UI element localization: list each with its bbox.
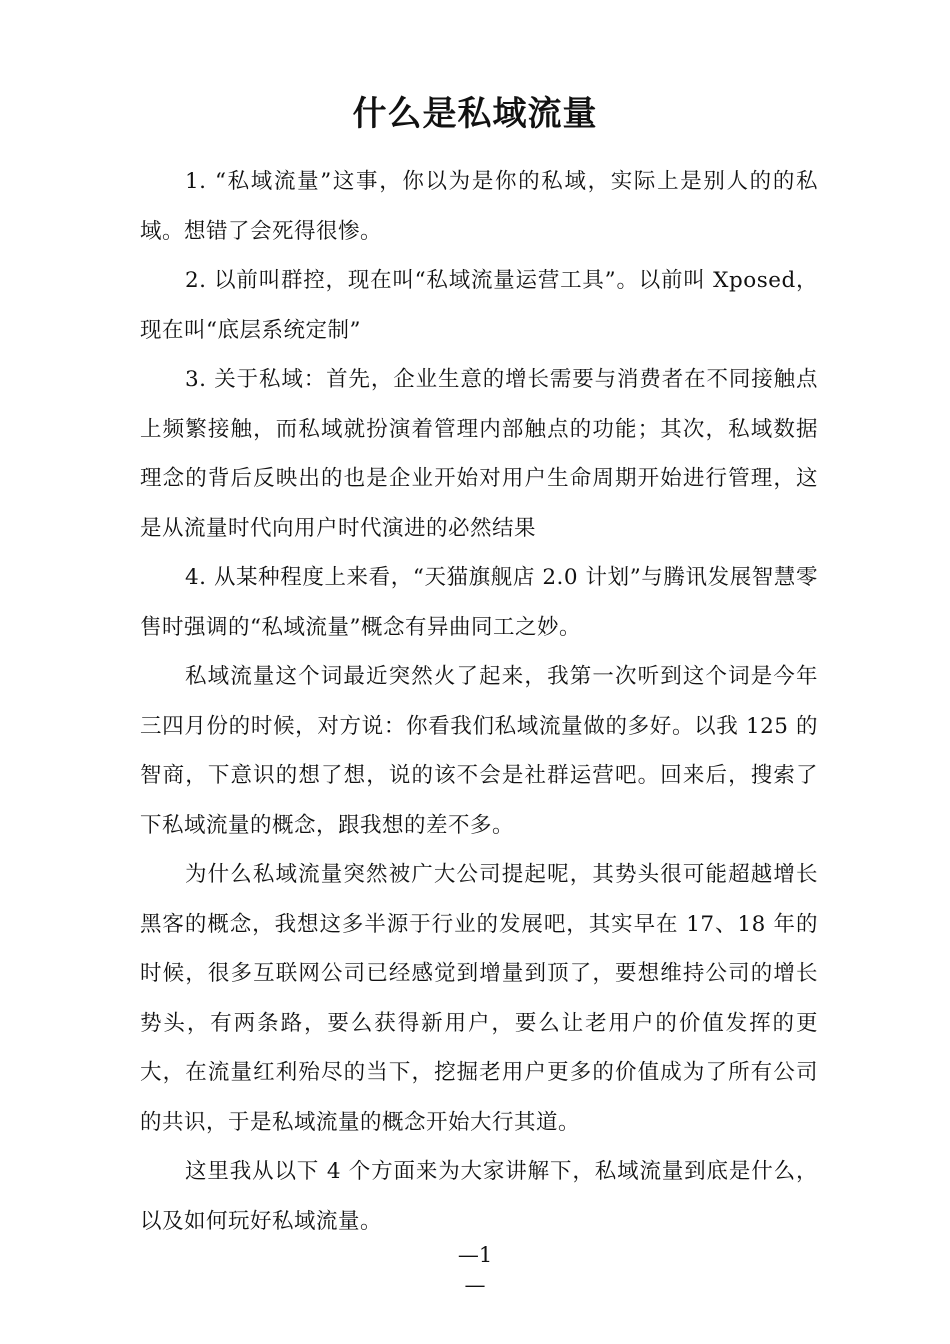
page-title: 什么是私域流量 xyxy=(352,94,598,134)
paragraph-6: 为什么私域流量突然被广大公司提起呢，其势头很可能超越增长黑客的概念，我想这多半源于行业的发展吧，其实早在 17、18 年的时候，很多互联网公司已经感觉到增量到顶了，要想维持公司的增长势头，有两条路，要么获得新用户，要么让老用户的价值发挥的更大，在流量红利殆尽的当下，挖掘老用户更多的价值成为了所有公司的共识，于是私域流量的概念开始大行其道。 xyxy=(140,862,818,1135)
paragraph-3: 3. 关于私域：首先，企业生意的增长需要与消费者在不同接触点上频繁接触，而私域就扮演着管理内部触点的功能；其次，私域数据理念的背后反映出的也是企业开始对用户生命周期开始进行管理，这是从流量时代向用户时代演进的必然结果 xyxy=(140,367,818,541)
paragraph-7: 这里我从以下 4 个方面来为大家讲解下，私域流量到底是什么，以及如何玩好私域流量。 xyxy=(140,1159,818,1234)
page-number xyxy=(0,1240,950,1300)
document-body xyxy=(140,157,818,1246)
paragraph-1: 1. “私域流量”这事，你以为是你的私域，实际上是别人的的私域。想错了会死得很惨。 xyxy=(140,169,818,244)
paragraph-2: 2. 以前叫群控，现在叫“私域流量运营工具”。以前叫 Xposed，现在叫“底层系统定制” xyxy=(140,268,818,343)
page-number-line-2: — xyxy=(464,1273,486,1297)
paragraph-4: 4. 从某种程度上来看，“天猫旗舰店 2.0 计划”与腾讯发展智慧零售时强调的“私域流量”概念有异曲同工之妙。 xyxy=(140,565,818,640)
page-number-line-1: —1 xyxy=(457,1243,493,1267)
paragraph-5: 私域流量这个词最近突然火了起来，我第一次听到这个词是今年三四月份的时候，对方说：你看我们私域流量做的多好。以我 125 的智商，下意识的想了想，说的该不会是社群运营吧。回来后，搜索了下私域流量的概念，跟我想的差不多。 xyxy=(140,664,818,838)
